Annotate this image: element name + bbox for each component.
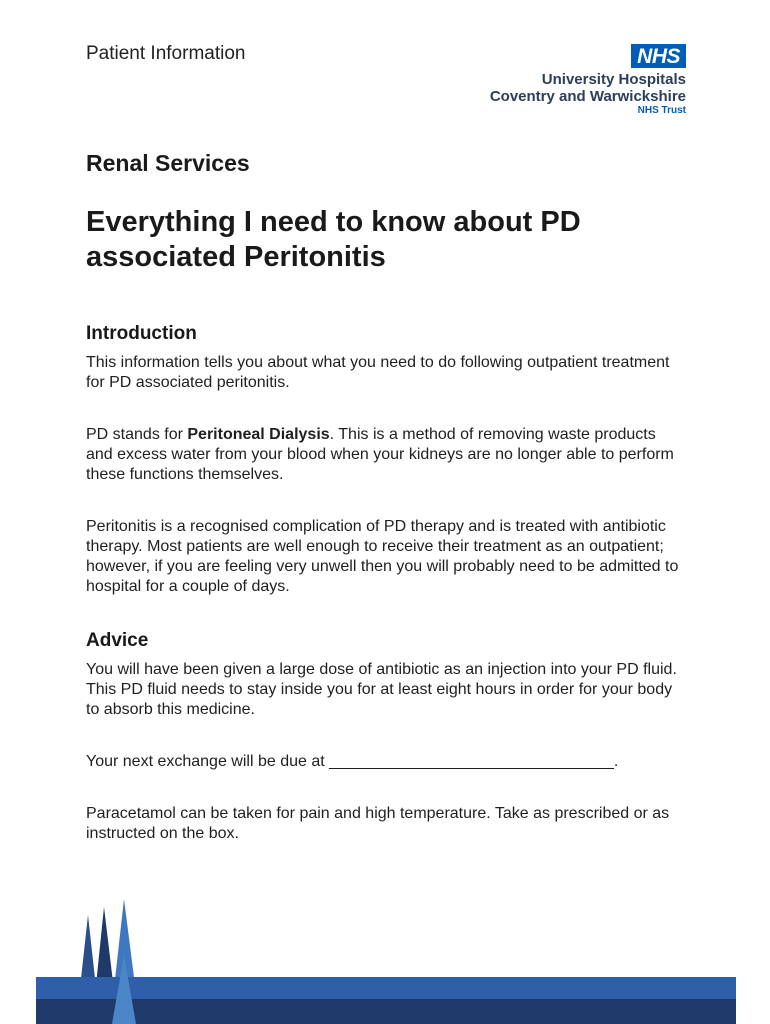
- trust-name-line2: Coventry and Warwickshire: [489, 88, 686, 105]
- trust-name-line3: NHS Trust: [637, 105, 686, 116]
- introduction-paragraph-2: [86, 425, 686, 485]
- trust-name-line1: University Hospitals: [541, 71, 686, 88]
- advice-paragraph-1: You will have been given a large dose of antibiotic as an injection into your PD fluid. This PD fluid needs to stay inside you for at least eight hours in order for your body to absorb this medicine.: [86, 661, 677, 718]
- patient-information-label: Patient Information: [86, 43, 246, 64]
- introduction-heading: Introduction: [86, 323, 197, 344]
- next-exchange-line: Your next exchange will be due at ________________________________.: [86, 753, 619, 770]
- introduction-paragraph-1: This information tells you about what you need to do following outpatient treatment for PD associated peritonitis.: [86, 354, 670, 391]
- footer-band-bottom: [36, 999, 736, 1024]
- pd-prefix-text: PD stands for: [86, 426, 188, 443]
- document-body: [86, 322, 686, 876]
- footer-spire-graphic: [0, 895, 770, 1024]
- pd-suffix-text: . This is a method of removing waste products and excess water from your blood when your kidneys are no longer able to perform these functions themselves.: [86, 426, 674, 483]
- introduction-paragraph-3: Peritonitis is a recognised complication of PD therapy and is treated with antibiotic therapy. Most patients are well enough to receive their treatment as an outpatient; however, if you are feeling very unwell then you will probably need to be admitted to hospital for a couple of days.: [86, 518, 679, 595]
- document-title: Everything I need to know about PD associated Peritonitis: [86, 206, 581, 273]
- peritoneal-dialysis-term: Peritoneal Dialysis: [187, 426, 330, 443]
- service-heading: Renal Services: [86, 150, 250, 176]
- nhs-badge: NHS: [631, 44, 686, 68]
- nhs-logo: [446, 44, 686, 117]
- advice-paragraph-3: Paracetamol can be taken for pain and high temperature. Take as prescribed or as instructed on the box.: [86, 805, 670, 842]
- advice-heading: Advice: [86, 630, 149, 651]
- footer-band-top: [36, 977, 736, 999]
